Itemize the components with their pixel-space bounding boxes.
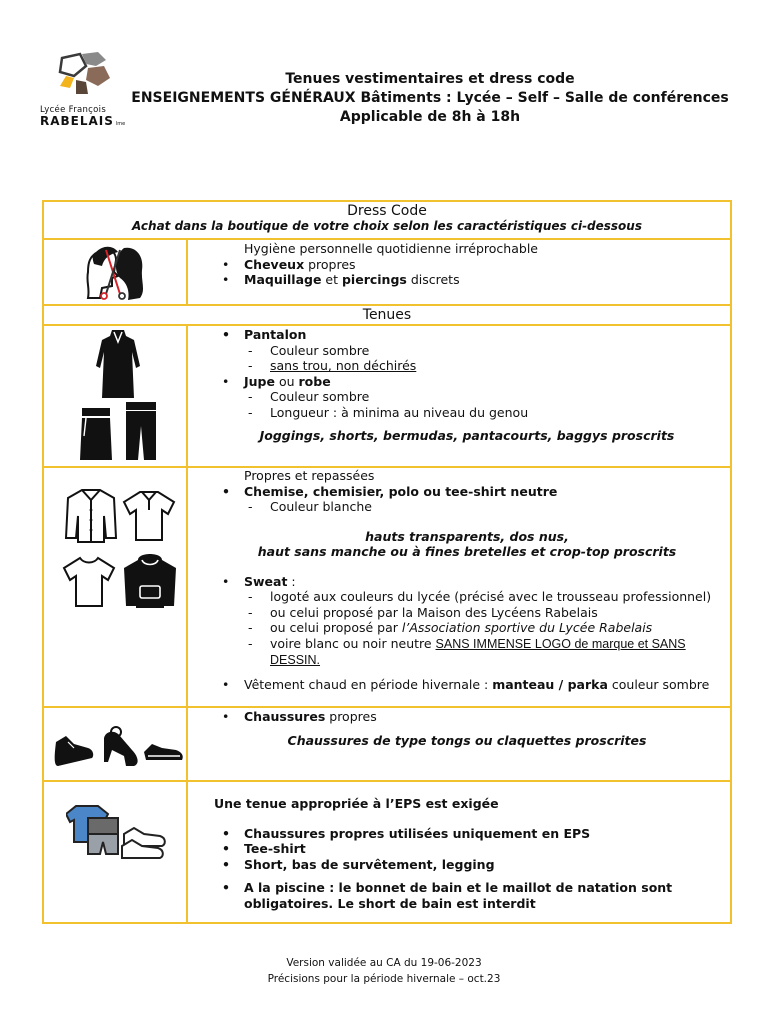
list-item: • Short, bas de survêtement, legging (212, 857, 722, 873)
trousers-icon (124, 400, 158, 462)
logo-line1: Lycée François (40, 105, 107, 115)
eps-intro: Une tenue appropriée à l’EPS est exigée (214, 796, 499, 811)
dress-code-title-row (43, 201, 731, 239)
hygiene-intro: Hygiène personnelle quotidienne irréprochable (244, 241, 538, 256)
shirt-icon (62, 486, 120, 544)
list-item: • Chaussures propres utilisées uniquement en EPS (212, 826, 722, 842)
list-item: - Couleur sombre (212, 343, 722, 359)
hygiene-row (43, 239, 731, 305)
logo-line2: RABELAIS lme (40, 114, 126, 128)
list-item: - Couleur blanche (212, 499, 722, 515)
dress-code-title: Dress Code (347, 203, 427, 219)
list-item: - logoté aux couleurs du lycée (précisé avec le trousseau professionnel) (212, 589, 722, 605)
tenues-title: Tenues (362, 307, 412, 323)
header-hours: Applicable de 8h à 18h (339, 109, 521, 125)
dress-code-subtitle: Achat dans la boutique de votre choix selon les caractéristiques ci-dessous (132, 219, 642, 233)
list-item: - Longueur : à minima au niveau du genou (212, 405, 722, 421)
list-item: - sans trou, non déchirés (212, 358, 722, 374)
tshirt-icon (60, 554, 118, 608)
shoes-row (43, 707, 731, 781)
list-item: - Couleur sombre (212, 389, 722, 405)
header-subtitle: ENSEIGNEMENTS GÉNÉRAUX Bâtiments : Lycée – Self – Salle de conférences (131, 90, 729, 106)
tops-row (43, 467, 731, 707)
document-footer (0, 955, 768, 987)
tops-intro: Propres et repassées (244, 468, 375, 483)
bottoms-proscrits: Joggings, shorts, bermudas, pantacourts, baggys proscrits (259, 428, 675, 443)
tops-proscrits-1: hauts transparents, dos nus, (365, 528, 569, 544)
eps-row (43, 781, 731, 923)
hair-makeup-icon (80, 242, 148, 302)
heel-shoe-icon (98, 722, 142, 770)
dress-code-table (42, 200, 732, 924)
list-item: • Vêtement chaud en période hivernale : manteau / parka couleur sombre (212, 677, 722, 693)
sport-outfit-icon (66, 800, 170, 860)
polo-icon (120, 488, 178, 542)
list-item: - ou celui proposé par l’Association sportive du Lycée Rabelais (212, 620, 722, 636)
tops-proscrits-2: haut sans manche ou à fines bretelles et crop-top proscrits (257, 544, 677, 559)
list-item: • A la piscine : le bonnet de bain et le maillot de natation sont obligatoires. Le short de bain est interdit (212, 880, 722, 911)
list-item: • Sweat : (212, 574, 722, 590)
bottoms-row (43, 325, 731, 467)
footer-version: Version validée au CA du 19-06-2023 (286, 957, 482, 969)
list-item: • Pantalon (212, 327, 722, 343)
footer-winter-note: Précisions pour la période hivernale – oct.23 (267, 973, 501, 985)
header-title: Tenues vestimentaires et dress code (285, 71, 575, 87)
list-item: • Chaussures propres (212, 709, 722, 725)
list-item: • Jupe ou robe (212, 374, 722, 390)
sneaker-icon (52, 732, 96, 768)
dress-icon (92, 328, 144, 400)
skirt-icon (78, 406, 114, 462)
list-item: • Chemise, chemisier, polo ou tee-shirt neutre (212, 484, 722, 500)
shoes-proscrits: Chaussures de type tongs ou claquettes proscrites (287, 732, 647, 748)
document-header (130, 70, 730, 127)
list-item: • Tee-shirt (212, 841, 722, 857)
list-item: - ou celui proposé par la Maison des Lycéens Rabelais (212, 605, 722, 621)
list-item: - voire blanc ou noir neutre SANS IMMENSE LOGO de marque et SANS DESSIN. (212, 636, 722, 669)
list-item: • Cheveux propres (212, 257, 722, 273)
list-item: • Maquillage et piercings discrets (212, 272, 722, 288)
sport-shoe-icon (142, 738, 186, 764)
tenues-title-row (43, 305, 731, 325)
hoodie-icon (120, 550, 180, 610)
